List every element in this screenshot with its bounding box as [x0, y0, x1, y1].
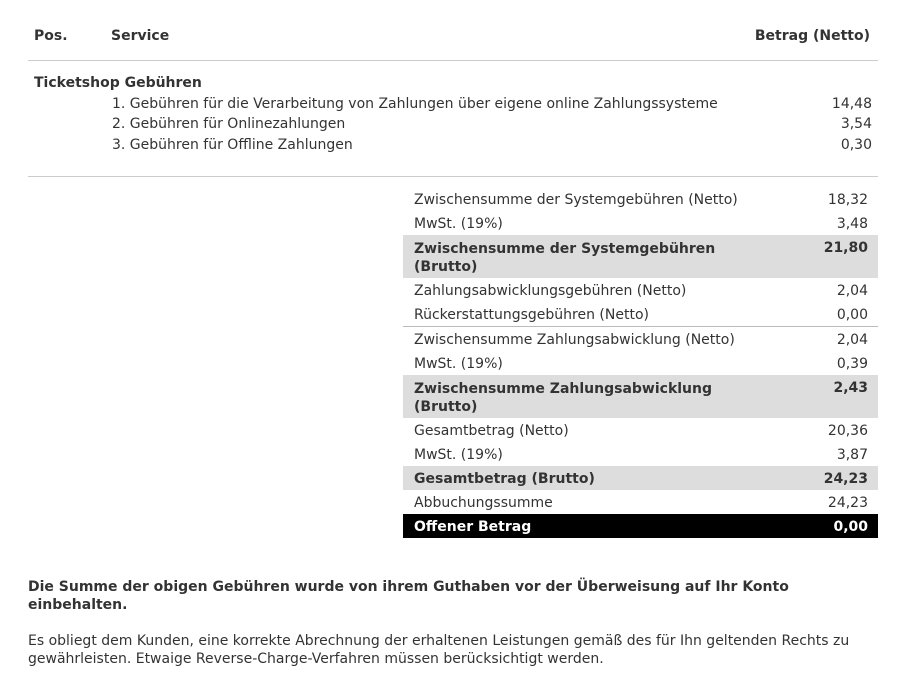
- fee-value: 3,54: [840, 116, 872, 132]
- summary-row-processing-fees: [403, 278, 878, 302]
- summary-row-system-net: [403, 187, 878, 211]
- summary-value: 2,04: [836, 283, 868, 299]
- summary-row-vat: [403, 211, 878, 235]
- summary-row-processing-gross: [403, 375, 878, 418]
- summary-label: MwSt. (19%): [414, 216, 503, 232]
- column-header-service: Service: [111, 28, 170, 44]
- fee-label: 2. Gebühren für Onlinezahlungen: [112, 116, 346, 132]
- summary-label: Zwischensumme Zahlungsabwicklung (Brutto): [414, 381, 713, 415]
- ticketshop-fees-section: [28, 74, 878, 177]
- summary-label: Zahlungsabwicklungsgebühren (Netto): [414, 283, 687, 299]
- summary-label: Abbuchungssumme: [414, 495, 553, 511]
- summary-value: 0,39: [836, 356, 868, 372]
- summary-value: 24,23: [823, 471, 868, 487]
- summary-value: 0,00: [833, 519, 868, 535]
- summary-row-vat: [403, 442, 878, 466]
- summary-row-refund-fees: [403, 302, 878, 327]
- summary-value: 24,23: [827, 495, 868, 511]
- summary-label: Gesamtbetrag (Netto): [414, 423, 569, 439]
- summary-row-debit-sum: [403, 490, 878, 514]
- summary-row-processing-net: [403, 327, 878, 351]
- fee-value: 14,48: [831, 96, 872, 112]
- deduction-note: Die Summe der obigen Gebühren wurde von ihrem Guthaben vor der Überweisung auf Ihr Konto einbehalten.: [28, 579, 789, 613]
- fee-line-item: [112, 96, 872, 116]
- summary-label: Gesamtbetrag (Brutto): [414, 471, 595, 487]
- fee-line-item: [112, 137, 872, 157]
- column-header-amount: Betrag (Netto): [754, 28, 870, 44]
- summary-value: 0,00: [836, 307, 868, 323]
- summary-label: Rückerstattungsgebühren (Netto): [414, 307, 649, 323]
- summary-row-system-gross: [403, 235, 878, 278]
- summary-label: MwSt. (19%): [414, 356, 503, 372]
- summary-value: 2,43: [833, 380, 868, 396]
- summary-value: 21,80: [823, 240, 868, 256]
- summary-label: Zwischensumme Zahlungsabwicklung (Netto): [414, 332, 735, 348]
- summary-row-vat: [403, 351, 878, 375]
- summary-row-total-net: [403, 418, 878, 442]
- column-header-pos: Pos.: [34, 28, 68, 44]
- summary-label: MwSt. (19%): [414, 447, 503, 463]
- fee-line-item: [112, 116, 872, 136]
- section-title: Ticketshop Gebühren: [34, 75, 202, 91]
- summary-label: Zwischensumme der Systemgebühren (Brutto): [414, 241, 716, 275]
- summary-label: Offener Betrag: [414, 519, 532, 535]
- summary-table: [403, 187, 878, 538]
- legal-note: Es obliegt dem Kunden, eine korrekte Abrechnung der erhaltenen Leistungen gemäß des für Ihn geltenden Rechts zu gewährleisten. Etwaige Reverse-Charge-Verfahren müssen berücksichtigt werden.: [28, 633, 850, 667]
- table-header: [28, 20, 878, 61]
- fee-value: 0,30: [840, 137, 872, 153]
- summary-value: 3,48: [836, 216, 868, 232]
- summary-label: Zwischensumme der Systemgebühren (Netto): [414, 192, 738, 208]
- fee-label: 1. Gebühren für die Verarbeitung von Zahlungen über eigene online Zahlungssysteme: [112, 96, 718, 112]
- summary-row-open-amount: [403, 514, 878, 538]
- summary-value: 18,32: [827, 192, 868, 208]
- summary-row-total-gross: [403, 466, 878, 490]
- summary-value: 2,04: [836, 332, 868, 348]
- fee-label: 3. Gebühren für Offline Zahlungen: [112, 137, 353, 153]
- summary-value: 3,87: [836, 447, 868, 463]
- summary-value: 20,36: [827, 423, 868, 439]
